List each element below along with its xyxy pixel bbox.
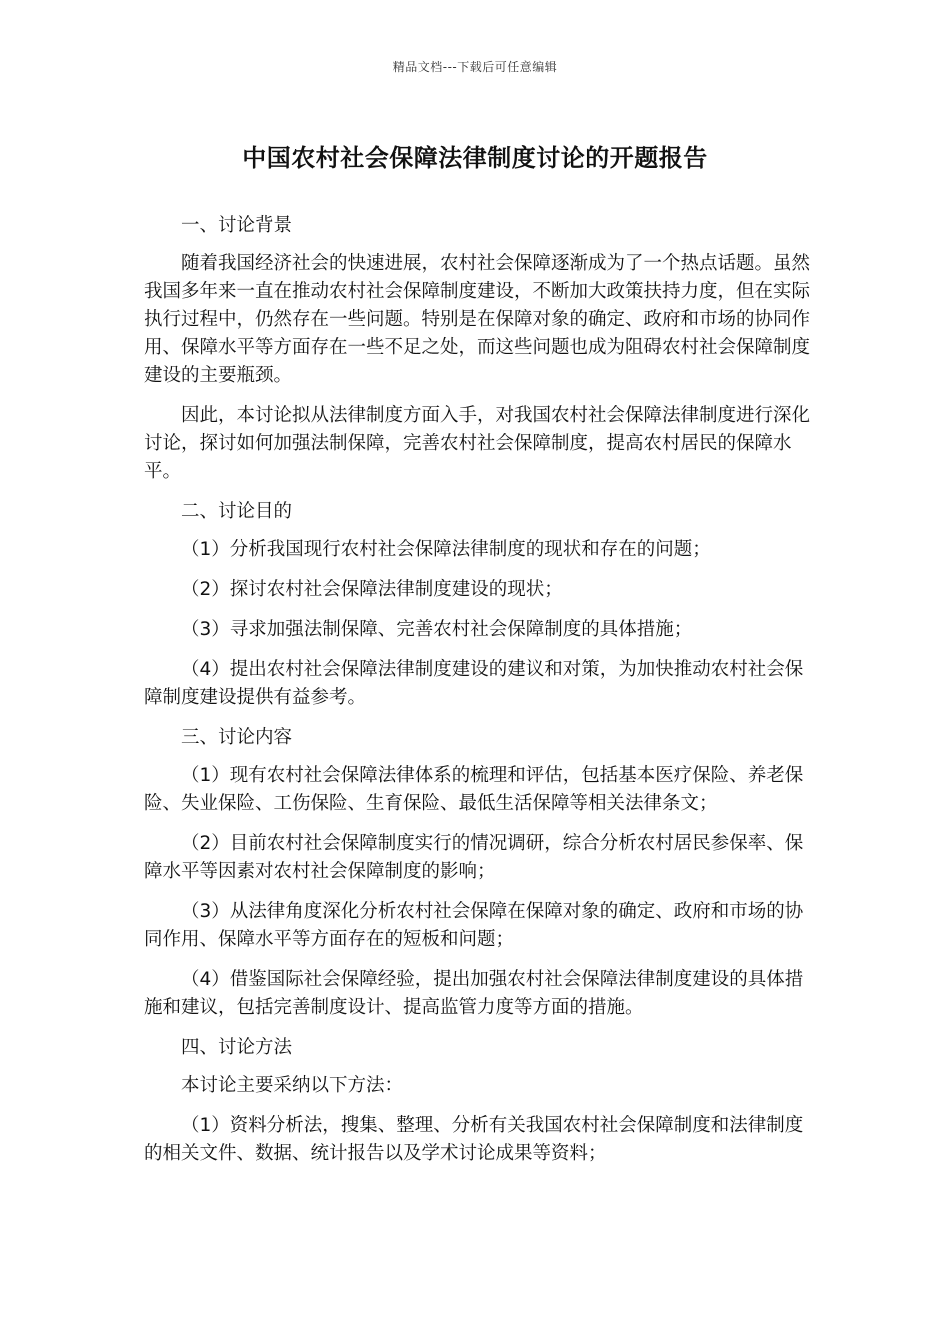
section-heading-content: 三、讨论内容 xyxy=(181,727,293,748)
content-item-2: （2）目前农村社会保障制度实行的情况调研，综合分析农村居民参保率、保障水平等因素对农村社会保障制度的影响； xyxy=(144,833,804,882)
document-title: 中国农村社会保障法律制度讨论的开题报告 xyxy=(242,144,708,172)
content-item-4: （4）借鉴国际社会保障经验，提出加强农村社会保障法律制度建设的具体措施和建议，包括完善制度设计、提高监管力度等方面的措施。 xyxy=(144,969,804,1018)
purpose-item-3: （3）寻求加强法制保障、完善农村社会保障制度的具体措施； xyxy=(181,619,693,640)
section-heading-methods: 四、讨论方法 xyxy=(181,1037,293,1058)
methods-intro: 本讨论主要采纳以下方法： xyxy=(181,1075,404,1096)
document-body xyxy=(144,212,814,1180)
section-heading-background: 一、讨论背景 xyxy=(181,215,293,236)
content-item-1: （1）现有农村社会保障法律体系的梳理和评估，包括基本医疗保险、养老保险、失业保险、工伤保险、生育保险、最低生活保障等相关法律条文； xyxy=(144,765,804,814)
content-item-3: （3）从法律角度深化分析农村社会保障在保障对象的确定、政府和市场的协同作用、保障水平等方面存在的短板和问题； xyxy=(144,901,804,950)
purpose-item-1: （1）分析我国现行农村社会保障法律制度的现状和存在的问题； xyxy=(181,539,711,560)
methods-item-1: （1）资料分析法，搜集、整理、分析有关我国农村社会保障制度和法律制度的相关文件、数据、统计报告以及学术讨论成果等资料； xyxy=(144,1115,804,1164)
page-header-note: 精品文档---下载后可任意编辑 xyxy=(392,60,558,74)
section-heading-purpose: 二、讨论目的 xyxy=(181,501,293,522)
paragraph-background-2: 因此，本讨论拟从法律制度方面入手，对我国农村社会保障法律制度进行深化讨论，探讨如何加强法制保障，完善农村社会保障制度，提高农村居民的保障水平。 xyxy=(144,405,811,482)
purpose-item-4: （4）提出农村社会保障法律制度建设的建议和对策，为加快推动农村社会保障制度建设提供有益参考。 xyxy=(144,659,804,708)
purpose-item-2: （2）探讨农村社会保障法律制度建设的现状； xyxy=(181,579,563,600)
paragraph-background-1: 随着我国经济社会的快速进展，农村社会保障逐渐成为了一个热点话题。虽然我国多年来一直在推动农村社会保障制度建设，不断加大政策扶持力度，但在实际执行过程中，仍然存在一些问题。特别是在保障对象的确定、政府和市场的协同作用、保障水平等方面存在一些不足之处，而这些问题也成为阻碍农村社会保障制度建设的主要瓶颈。 xyxy=(144,253,811,386)
